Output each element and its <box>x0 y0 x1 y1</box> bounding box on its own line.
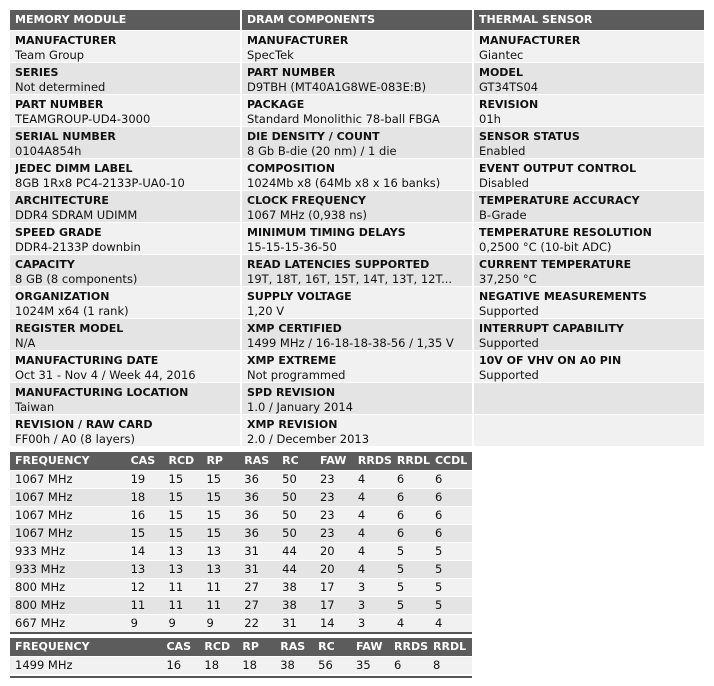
table-row <box>10 596 472 614</box>
field-label: MANUFACTURER <box>479 34 581 47</box>
table-cell: 4 <box>353 488 392 506</box>
table-cell: 22 <box>239 614 277 632</box>
dram-components-panel <box>242 10 472 446</box>
field-value: SpecTek <box>247 48 294 62</box>
field-label: REVISION / RAW CARD <box>15 418 153 431</box>
field-10v-of-vhv-on-a0-pin <box>474 350 704 382</box>
table-cell: 1067 MHz <box>10 488 126 506</box>
table-divider <box>10 632 472 634</box>
field-xmp-revision <box>242 414 472 446</box>
field-label: MANUFACTURER <box>247 34 349 47</box>
table-cell: 3 <box>353 614 392 632</box>
column-header-frequency: FREQUENCY <box>10 638 161 656</box>
table-cell: 1067 MHz <box>10 470 126 488</box>
table-cell: 11 <box>201 578 239 596</box>
table-cell: 36 <box>239 488 277 506</box>
field-architecture <box>10 190 240 222</box>
table-cell: 23 <box>315 524 353 542</box>
table-cell: 4 <box>392 614 430 632</box>
table-cell: 8 <box>428 656 472 674</box>
table-cell: 31 <box>239 560 277 578</box>
field-value: Not determined <box>15 80 106 94</box>
field-value: 37,250 °C <box>479 272 537 286</box>
table-cell: 50 <box>277 488 315 506</box>
table-cell: 5 <box>430 578 472 596</box>
table-cell: 1499 MHz <box>10 656 161 674</box>
field-value: 1024M x64 (1 rank) <box>15 304 129 318</box>
table-cell: 15 <box>164 506 202 524</box>
table-cell: 9 <box>126 614 164 632</box>
field-label: JEDEC DIMM LABEL <box>15 162 133 175</box>
table-cell: 6 <box>392 524 430 542</box>
column-header-rcd: RCD <box>164 452 202 470</box>
field-clock-frequency <box>242 190 472 222</box>
field-value: Team Group <box>15 48 85 62</box>
table-cell: 15 <box>164 524 202 542</box>
table-cell: 1067 MHz <box>10 524 126 542</box>
table-cell: 6 <box>389 656 428 674</box>
table-cell: 4 <box>353 506 392 524</box>
field-value: TEAMGROUP-UD4-3000 <box>15 112 151 126</box>
table-cell: 50 <box>277 470 315 488</box>
field-label: XMP CERTIFIED <box>247 322 342 335</box>
column-header-cas: CAS <box>126 452 164 470</box>
field-value: D9TBH (MT40A1G8WE-083E:B) <box>247 80 427 94</box>
table-row <box>10 656 472 674</box>
column-header-rrds: RRDS <box>353 452 392 470</box>
table-row <box>10 560 472 578</box>
field-supply-voltage <box>242 286 472 318</box>
field-value: Supported <box>479 304 539 318</box>
field-label: REVISION <box>479 98 539 111</box>
column-header-rp: RP <box>201 452 239 470</box>
xmp-timings-table <box>10 638 472 674</box>
column-header-rc: RC <box>277 452 315 470</box>
field-label: TEMPERATURE ACCURACY <box>479 194 640 207</box>
field-manufacturer <box>242 30 472 62</box>
table-cell: 50 <box>277 524 315 542</box>
table-cell: 36 <box>239 506 277 524</box>
field-value: 19T, 18T, 16T, 15T, 14T, 13T, 12T... <box>247 272 453 286</box>
table-cell: 13 <box>201 542 239 560</box>
field-manufacturer <box>10 30 240 62</box>
field-label: PART NUMBER <box>247 66 336 79</box>
field-label: CURRENT TEMPERATURE <box>479 258 632 271</box>
column-header-rrds: RRDS <box>389 638 428 656</box>
field-register-model <box>10 318 240 350</box>
field-composition <box>242 158 472 190</box>
field-value: Supported <box>479 336 539 350</box>
table-cell: 5 <box>430 542 472 560</box>
column-header-ras: RAS <box>275 638 313 656</box>
table-cell: 23 <box>315 470 353 488</box>
field-label: MANUFACTURING DATE <box>15 354 159 367</box>
field-serial-number <box>10 126 240 158</box>
field-die-density-count <box>242 126 472 158</box>
field-value: DDR4-2133P downbin <box>15 240 141 254</box>
table-cell: 44 <box>277 542 315 560</box>
field-label: DIE DENSITY / COUNT <box>247 130 380 143</box>
table-cell: 19 <box>126 470 164 488</box>
field-revision-raw-card <box>10 414 240 446</box>
field-value: 2.0 / December 2013 <box>247 432 370 446</box>
table-cell: 14 <box>315 614 353 632</box>
field-value: 1,20 V <box>247 304 285 318</box>
field-part-number <box>10 94 240 126</box>
table-cell: 13 <box>126 560 164 578</box>
field-read-latencies-supported <box>242 254 472 286</box>
table-cell: 18 <box>237 656 275 674</box>
table-cell: 27 <box>239 596 277 614</box>
field-label: MINIMUM TIMING DELAYS <box>247 226 406 239</box>
thermal-sensor-panel <box>474 10 704 446</box>
table-cell: 6 <box>392 488 430 506</box>
table-cell: 15 <box>201 524 239 542</box>
field-label: READ LATENCIES SUPPORTED <box>247 258 430 271</box>
field-temperature-resolution <box>474 222 704 254</box>
table-cell: 16 <box>161 656 199 674</box>
field-value: Oct 31 - Nov 4 / Week 44, 2016 <box>15 368 196 382</box>
table-cell: 13 <box>164 542 202 560</box>
field-model <box>474 62 704 94</box>
table-cell: 15 <box>201 488 239 506</box>
table-cell: 36 <box>239 470 277 488</box>
field-value: 0104A854h <box>15 144 82 158</box>
field-manufacturing-date <box>10 350 240 382</box>
table-cell: 14 <box>126 542 164 560</box>
field-label: SERIAL NUMBER <box>15 130 116 143</box>
field-sensor-status <box>474 126 704 158</box>
field-spd-revision <box>242 382 472 414</box>
table-cell: 18 <box>199 656 237 674</box>
field-organization <box>10 286 240 318</box>
field-value: 8 Gb B-die (20 nm) / 1 die <box>247 144 397 158</box>
table-header-row <box>10 452 472 470</box>
table-row <box>10 614 472 632</box>
field-value: B-Grade <box>479 208 527 222</box>
table-cell: 38 <box>277 596 315 614</box>
field-manufacturing-location <box>10 382 240 414</box>
table-row <box>10 542 472 560</box>
field-series <box>10 62 240 94</box>
field-label: MANUFACTURING LOCATION <box>15 386 189 399</box>
table-cell: 38 <box>275 656 313 674</box>
table-cell: 11 <box>164 596 202 614</box>
field-value: GT34TS04 <box>479 80 539 94</box>
field-label: SUPPLY VOLTAGE <box>247 290 352 303</box>
table-divider <box>10 676 472 678</box>
field-capacity <box>10 254 240 286</box>
field-value: 1024Mb x8 (64Mb x8 x 16 banks) <box>247 176 441 190</box>
field-revision <box>474 94 704 126</box>
panel-header: THERMAL SENSOR <box>474 10 704 30</box>
column-header-rrdl: RRDL <box>428 638 472 656</box>
field-label: 10V OF VHV ON A0 PIN <box>479 354 622 367</box>
empty-cell <box>474 414 704 446</box>
table-cell: 6 <box>430 506 472 524</box>
field-label: TEMPERATURE RESOLUTION <box>479 226 652 239</box>
field-value: 1499 MHz / 16-18-18-38-56 / 1,35 V <box>247 336 454 350</box>
table-cell: 11 <box>164 578 202 596</box>
table-cell: 31 <box>239 542 277 560</box>
field-jedec-dimm-label <box>10 158 240 190</box>
field-interrupt-capability <box>474 318 704 350</box>
field-value: 1067 MHz (0,938 ns) <box>247 208 368 222</box>
field-negative-measurements <box>474 286 704 318</box>
table-cell: 38 <box>277 578 315 596</box>
table-cell: 13 <box>164 560 202 578</box>
table-cell: 4 <box>430 614 472 632</box>
table-cell: 35 <box>351 656 389 674</box>
field-event-output-control <box>474 158 704 190</box>
field-xmp-extreme <box>242 350 472 382</box>
field-label: REGISTER MODEL <box>15 322 124 335</box>
table-cell: 9 <box>164 614 202 632</box>
field-label: COMPOSITION <box>247 162 335 175</box>
table-cell: 6 <box>430 488 472 506</box>
table-cell: 5 <box>392 542 430 560</box>
column-header-rp: RP <box>237 638 275 656</box>
field-value: FF00h / A0 (8 layers) <box>15 432 135 446</box>
jedec-timings-table <box>10 452 472 632</box>
field-value: Disabled <box>479 176 529 190</box>
field-value: N/A <box>15 336 36 350</box>
table-cell: 36 <box>239 524 277 542</box>
column-header-ccdl: CCDL <box>430 452 472 470</box>
field-label: NEGATIVE MEASUREMENTS <box>479 290 647 303</box>
field-label: PACKAGE <box>247 98 305 111</box>
field-value: 0,2500 °C (10-bit ADC) <box>479 240 612 254</box>
table-cell: 15 <box>201 470 239 488</box>
table-row <box>10 488 472 506</box>
table-cell: 667 MHz <box>10 614 126 632</box>
field-current-temperature <box>474 254 704 286</box>
field-xmp-certified <box>242 318 472 350</box>
field-package <box>242 94 472 126</box>
table-cell: 44 <box>277 560 315 578</box>
table-cell: 3 <box>353 596 392 614</box>
field-label: ARCHITECTURE <box>15 194 109 207</box>
field-label: SENSOR STATUS <box>479 130 580 143</box>
table-cell: 13 <box>201 560 239 578</box>
table-cell: 6 <box>392 470 430 488</box>
table-cell: 56 <box>313 656 351 674</box>
table-cell: 11 <box>201 596 239 614</box>
column-header-frequency: FREQUENCY <box>10 452 126 470</box>
table-header-row <box>10 638 472 656</box>
field-value: Not programmed <box>247 368 346 382</box>
table-cell: 27 <box>239 578 277 596</box>
table-cell: 3 <box>353 578 392 596</box>
table-row <box>10 506 472 524</box>
table-row <box>10 470 472 488</box>
table-cell: 15 <box>201 506 239 524</box>
field-label: SPEED GRADE <box>15 226 102 239</box>
table-cell: 11 <box>126 596 164 614</box>
table-cell: 4 <box>353 470 392 488</box>
table-cell: 4 <box>353 560 392 578</box>
field-label: CAPACITY <box>15 258 75 271</box>
table-cell: 933 MHz <box>10 542 126 560</box>
field-label: XMP EXTREME <box>247 354 337 367</box>
field-value: 8GB 1Rx8 PC4-2133P-UA0-10 <box>15 176 185 190</box>
field-value: Supported <box>479 368 539 382</box>
field-label: MODEL <box>479 66 523 79</box>
table-cell: 18 <box>126 488 164 506</box>
table-cell: 800 MHz <box>10 578 126 596</box>
table-cell: 5 <box>430 560 472 578</box>
table-cell: 50 <box>277 506 315 524</box>
table-cell: 16 <box>126 506 164 524</box>
table-cell: 23 <box>315 488 353 506</box>
field-minimum-timing-delays <box>242 222 472 254</box>
empty-cell <box>474 382 704 414</box>
table-cell: 12 <box>126 578 164 596</box>
field-label: SERIES <box>15 66 59 79</box>
field-value: Giantec <box>479 48 524 62</box>
table-cell: 5 <box>430 596 472 614</box>
table-cell: 933 MHz <box>10 560 126 578</box>
table-cell: 6 <box>392 506 430 524</box>
field-value: 01h <box>479 112 501 126</box>
field-value: Standard Monolithic 78-ball FBGA <box>247 112 440 126</box>
table-cell: 6 <box>430 470 472 488</box>
column-header-rcd: RCD <box>199 638 237 656</box>
table-cell: 5 <box>392 596 430 614</box>
column-header-rrdl: RRDL <box>392 452 430 470</box>
field-label: INTERRUPT CAPABILITY <box>479 322 624 335</box>
column-header-rc: RC <box>313 638 351 656</box>
table-cell: 20 <box>315 560 353 578</box>
table-cell: 5 <box>392 560 430 578</box>
memory-module-panel <box>10 10 240 446</box>
field-value: DDR4 SDRAM UDIMM <box>15 208 138 222</box>
table-cell: 15 <box>164 470 202 488</box>
table-cell: 23 <box>315 506 353 524</box>
table-cell: 15 <box>164 488 202 506</box>
field-value: 15-15-15-36-50 <box>247 240 337 254</box>
table-cell: 17 <box>315 596 353 614</box>
field-label: PART NUMBER <box>15 98 104 111</box>
panel-header: MEMORY MODULE <box>10 10 240 30</box>
table-cell: 4 <box>353 542 392 560</box>
table-cell: 800 MHz <box>10 596 126 614</box>
field-label: XMP REVISION <box>247 418 338 431</box>
field-label: ORGANIZATION <box>15 290 110 303</box>
field-part-number <box>242 62 472 94</box>
table-cell: 20 <box>315 542 353 560</box>
field-label: CLOCK FREQUENCY <box>247 194 367 207</box>
field-manufacturer <box>474 30 704 62</box>
field-label: SPD REVISION <box>247 386 336 399</box>
table-cell: 31 <box>277 614 315 632</box>
table-cell: 6 <box>430 524 472 542</box>
column-header-faw: FAW <box>315 452 353 470</box>
field-value: 8 GB (8 components) <box>15 272 138 286</box>
table-cell: 1067 MHz <box>10 506 126 524</box>
field-value: Enabled <box>479 144 526 158</box>
table-cell: 17 <box>315 578 353 596</box>
table-row <box>10 524 472 542</box>
field-label: EVENT OUTPUT CONTROL <box>479 162 637 175</box>
field-value: 1.0 / January 2014 <box>247 400 353 414</box>
column-header-faw: FAW <box>351 638 389 656</box>
table-cell: 4 <box>353 524 392 542</box>
column-header-ras: RAS <box>239 452 277 470</box>
panel-header: DRAM COMPONENTS <box>242 10 472 30</box>
table-cell: 5 <box>392 578 430 596</box>
field-value: Taiwan <box>15 400 55 414</box>
table-cell: 9 <box>201 614 239 632</box>
table-row <box>10 578 472 596</box>
column-header-cas: CAS <box>161 638 199 656</box>
table-cell: 15 <box>126 524 164 542</box>
field-speed-grade <box>10 222 240 254</box>
field-label: MANUFACTURER <box>15 34 117 47</box>
field-temperature-accuracy <box>474 190 704 222</box>
